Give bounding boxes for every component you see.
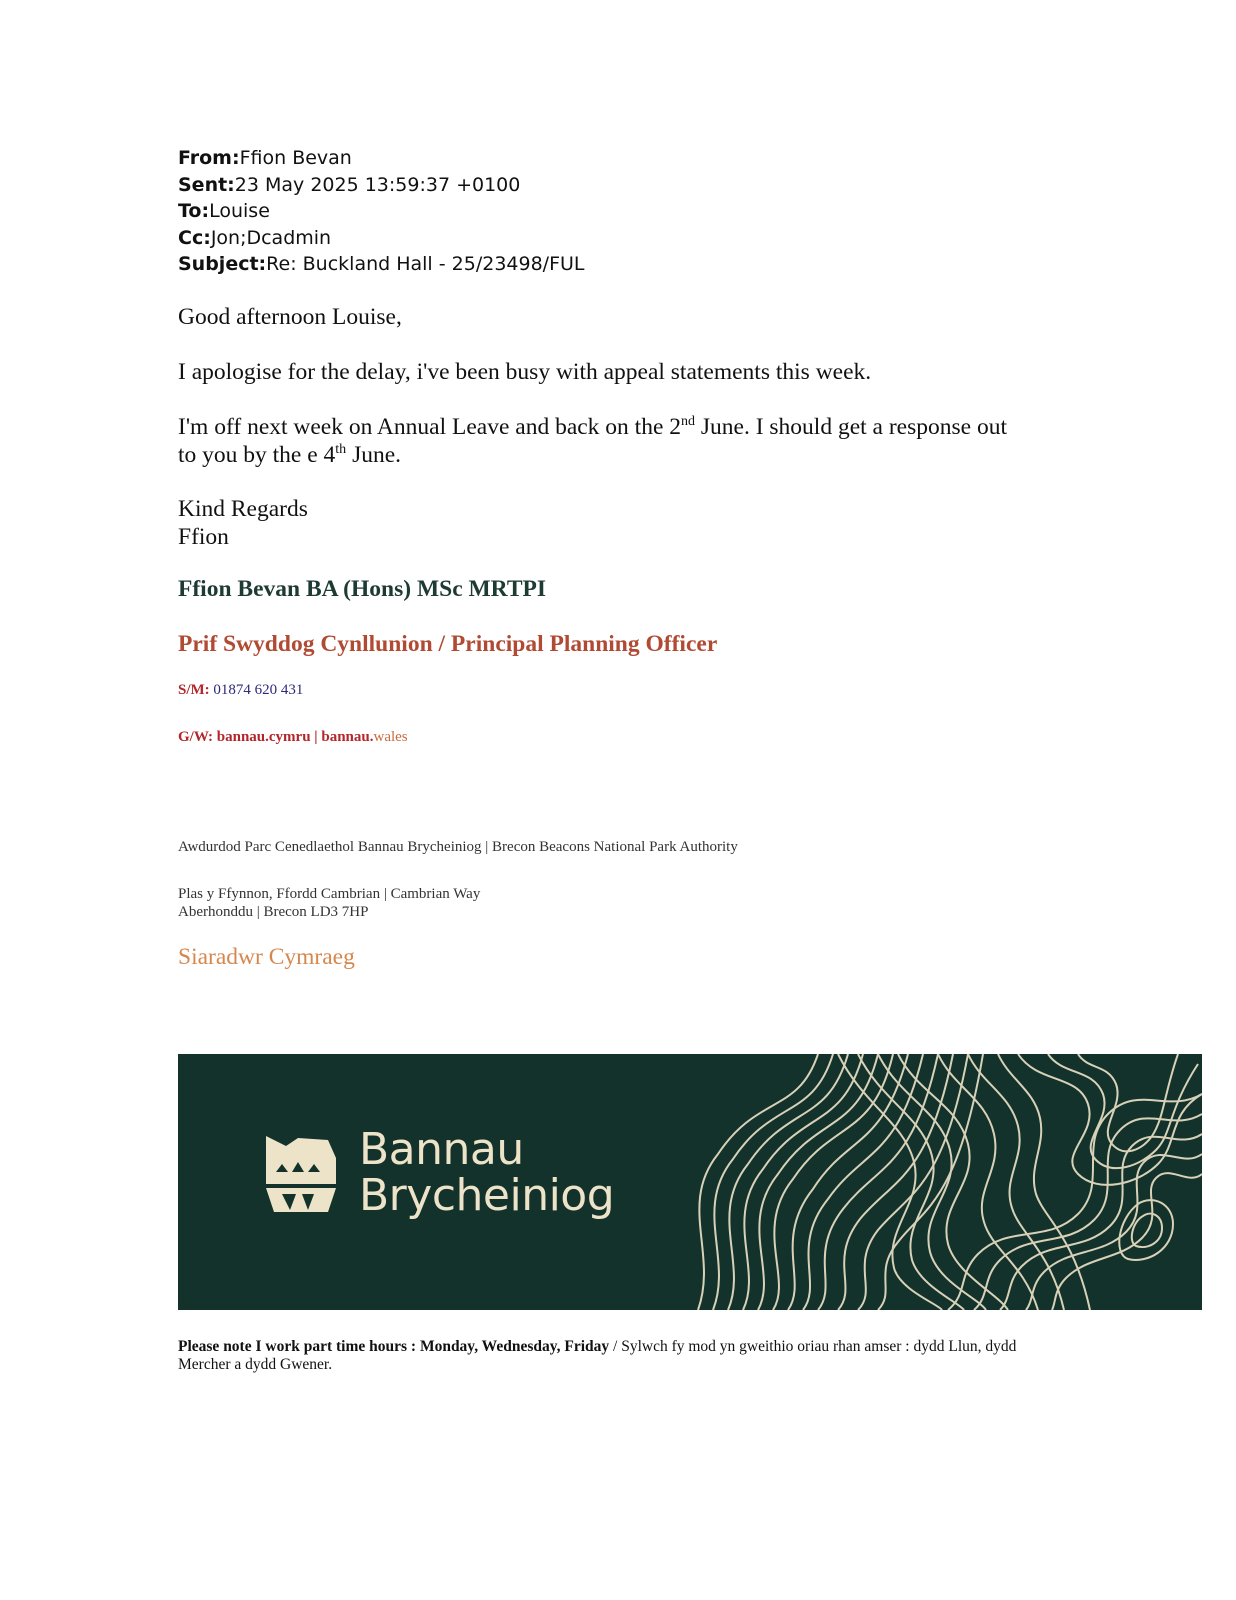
cc-value: Jon;Dcadmin — [210, 226, 332, 249]
web-link-wales-b: wales — [373, 729, 408, 745]
subject-label: Subject: — [178, 253, 267, 275]
contour-pattern — [178, 1054, 1202, 1310]
address-line-2: Aberhonddu | Brecon LD3 7HP — [178, 904, 369, 920]
web-separator: | — [314, 729, 318, 745]
part-time-note-rest: / Sylwch fy mod yn gweithio oriau rhan amser : dydd Llun, dydd Mercher a dydd Gwener. — [178, 1338, 1017, 1373]
welsh-speaker-label: Siaradwr Cymraeg — [178, 944, 355, 970]
para2-part-c: to you by the e 4 — [178, 442, 336, 468]
phone-number[interactable]: 01874 620 431 — [213, 682, 304, 698]
part-time-note — [178, 1338, 1018, 1374]
logo-mark — [266, 1136, 336, 1212]
logo-line-2: Brycheiniog — [359, 1170, 615, 1221]
para2-sup-1: nd — [681, 414, 696, 430]
para2-part-d: June. — [346, 442, 402, 468]
brand-logo-text — [359, 1124, 615, 1221]
para2-sup-2: th — [335, 442, 347, 458]
web-link-wales-a: bannau. — [321, 729, 374, 745]
web-label: G/W: — [178, 729, 214, 745]
cc-label: Cc: — [178, 226, 211, 249]
web-line — [178, 729, 408, 746]
to-label: To: — [178, 200, 210, 222]
to-line — [178, 198, 585, 225]
email-header — [178, 145, 585, 278]
from-value: Ffion Bevan — [239, 147, 352, 169]
sent-label: Sent: — [178, 173, 235, 196]
signature-title: Prif Swyddog Cynllunion / Principal Planning Officer — [178, 631, 718, 657]
web-link-cymru[interactable]: bannau.cymru — [216, 729, 311, 745]
para2-part-a: I'm off next week on Annual Leave and back on the 2 — [178, 414, 682, 440]
postal-address — [178, 885, 480, 921]
web-link-wales[interactable] — [321, 729, 407, 745]
subject-line — [178, 251, 585, 278]
body-paragraph-2 — [178, 413, 1007, 469]
greeting: Good afternoon Louise, — [178, 304, 402, 330]
para2-part-b: June. I should get a response out — [695, 414, 1007, 440]
part-time-note-bold: Please note I work part time hours : Monday, Wednesday, Friday — [178, 1338, 610, 1355]
organisation-name: Awdurdod Parc Cenedlaethol Bannau Brycheiniog | Brecon Beacons National Park Authority — [178, 839, 738, 855]
phone-label: S/M: — [178, 682, 210, 698]
cc-line — [178, 225, 585, 252]
sender-first-name: Ffion — [178, 524, 229, 550]
closing — [178, 495, 308, 551]
address-line-1: Plas y Ffynnon, Ffordd Cambrian | Cambrian Way — [178, 886, 481, 902]
from-line — [178, 145, 585, 172]
brand-banner — [178, 1054, 1202, 1310]
phone-line — [178, 682, 303, 699]
closing-text: Kind Regards — [178, 496, 308, 522]
from-label: From: — [178, 147, 240, 169]
logo-line-1: Bannau — [359, 1124, 524, 1175]
sent-value: 23 May 2025 13:59:37 +0100 — [234, 173, 521, 196]
signature-name: Ffion Bevan BA (Hons) MSc MRTPI — [178, 576, 547, 602]
to-value: Louise — [209, 200, 270, 222]
sent-line — [178, 172, 585, 199]
body-paragraph-1: I apologise for the delay, i've been busy with appeal statements this week. — [178, 359, 872, 385]
subject-value: Re: Buckland Hall - 25/23498/FUL — [266, 253, 585, 275]
